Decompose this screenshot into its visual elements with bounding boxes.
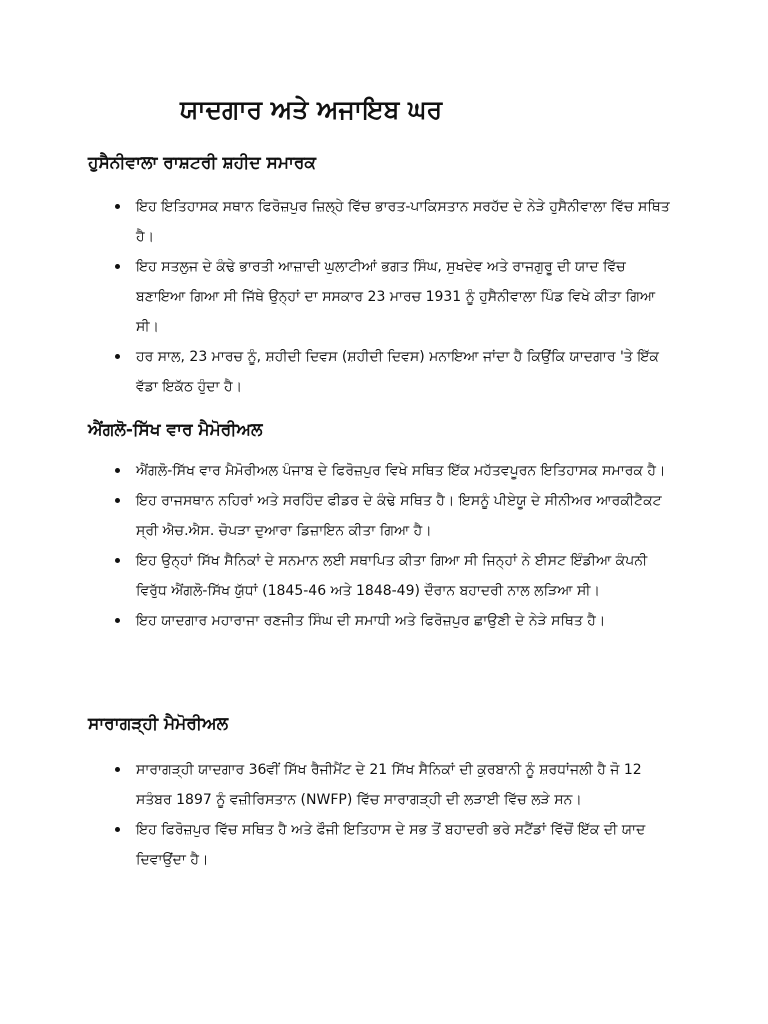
section-heading-saragarhi: ਸਾਰਾਗੜ੍ਹੀ ਮੈਮੋਰੀਅਲ — [88, 714, 229, 734]
list-item-text: ਇਹ ਸਤਲੁਜ ਦੇ ਕੰਢੇ ਭਾਰਤੀ ਆਜ਼ਾਦੀ ਘੁਲਾਟੀਆਂ ਭਗਤ ਸਿੰਘ, ਸੁਖਦੇਵ ਅਤੇ ਰਾਜਗੁਰੂ ਦੀ ਯਾਦ ਵਿੱਚ ਬਣਾਇਆ ਗਿਆ ਸੀ ਜਿੱਥੇ ਉਨ੍ਹਾਂ ਦਾ ਸਸਕਾਰ 23 ਮਾਰਚ 1931 ਨੂੰ ਹੁਸੈਨੀਵਾਲਾ ਪਿੰਡ ਵਿਖੇ ਕੀਤਾ ਗਿਆ ਸੀ। — [136, 259, 656, 335]
list-item — [115, 252, 675, 342]
bullet-list-anglo-sikh — [115, 456, 675, 636]
section-heading-anglo-sikh: ਐਂਗਲੋ-ਸਿੱਖ ਵਾਰ ਮੈਮੋਰੀਅਲ — [88, 420, 263, 440]
bullet-icon — [115, 468, 120, 473]
list-item — [115, 606, 675, 636]
list-item-text: ਇਹ ਉਨ੍ਹਾਂ ਸਿੱਖ ਸੈਨਿਕਾਂ ਦੇ ਸਨਮਾਨ ਲਈ ਸਥਾਪਿਤ ਕੀਤਾ ਗਿਆ ਸੀ ਜਿਨ੍ਹਾਂ ਨੇ ਈਸਟ ਇੰਡੀਆ ਕੰਪਨੀ ਵਿਰੁੱਧ ਐਂਗਲੋ-ਸਿੱਖ ਯੁੱਧਾਂ (1845-46 ਅਤੇ 1848-49) ਦੌਰਾਨ ਬਹਾਦਰੀ ਨਾਲ ਲੜਿਆ ਸੀ। — [136, 553, 648, 599]
list-item-text: ਐਂਗਲੋ-ਸਿੱਖ ਵਾਰ ਮੈਮੋਰੀਅਲ ਪੰਜਾਬ ਦੇ ਫਿਰੋਜ਼ਪੁਰ ਵਿਖੇ ਸਥਿਤ ਇੱਕ ਮਹੱਤਵਪੂਰਨ ਇਤਿਹਾਸਕ ਸਮਾਰਕ ਹੈ। — [136, 463, 666, 479]
list-item — [115, 486, 675, 546]
bullet-icon — [115, 264, 120, 269]
bullet-icon — [115, 204, 120, 209]
bullet-icon — [115, 767, 120, 772]
bullet-icon — [115, 558, 120, 563]
list-item-text: ਇਹ ਇਤਿਹਾਸਕ ਸਥਾਨ ਫਿਰੋਜ਼ਪੁਰ ਜ਼ਿਲ੍ਹੇ ਵਿੱਚ ਭਾਰਤ-ਪਾਕਿਸਤਾਨ ਸਰਹੱਦ ਦੇ ਨੇੜੇ ਹੁਸੈਨੀਵਾਲਾ ਵਿੱਚ ਸਥਿਤ ਹੈ। — [136, 199, 670, 245]
list-item — [115, 755, 675, 815]
list-item-text: ਸਾਰਾਗੜ੍ਹੀ ਯਾਦਗਾਰ 36ਵੀਂ ਸਿੱਖ ਰੈਜੀਮੈਂਟ ਦੇ 21 ਸਿੱਖ ਸੈਨਿਕਾਂ ਦੀ ਕੁਰਬਾਨੀ ਨੂੰ ਸ਼ਰਧਾਂਜਲੀ ਹੈ ਜੋ 12 ਸਤੰਬਰ 1897 ਨੂੰ ਵਜ਼ੀਰਿਸਤਾਨ (NWFP) ਵਿੱਚ ਸਾਰਾਗੜ੍ਹੀ ਦੀ ਲੜਾਈ ਵਿੱਚ ਲੜੇ ਸਨ। — [136, 762, 642, 808]
list-item-text: ਇਹ ਫਿਰੋਜ਼ਪੁਰ ਵਿੱਚ ਸਥਿਤ ਹੈ ਅਤੇ ਫੌਜੀ ਇਤਿਹਾਸ ਦੇ ਸਭ ਤੋਂ ਬਹਾਦਰੀ ਭਰੇ ਸਟੈਂਡਾਂ ਵਿੱਚੋਂ ਇੱਕ ਦੀ ਯਾਦ ਦਿਵਾਉਂਦਾ ਹੈ। — [136, 822, 646, 868]
bullet-icon — [115, 618, 120, 623]
list-item-text: ਇਹ ਯਾਦਗਾਰ ਮਹਾਰਾਜਾ ਰਣਜੀਤ ਸਿੰਘ ਦੀ ਸਮਾਧੀ ਅਤੇ ਫਿਰੋਜ਼ਪੁਰ ਛਾਉਣੀ ਦੇ ਨੇੜੇ ਸਥਿਤ ਹੈ। — [136, 613, 606, 629]
list-item — [115, 546, 675, 606]
bullet-icon — [115, 354, 120, 359]
list-item-text: ਇਹ ਰਾਜਸਥਾਨ ਨਹਿਰਾਂ ਅਤੇ ਸਰਹਿੰਦ ਫੀਡਰ ਦੇ ਕੰਢੇ ਸਥਿਤ ਹੈ। ਇਸਨੂੰ ਪੀਏਯੂ ਦੇ ਸੀਨੀਅਰ ਆਰਕੀਟੈਕਟ ਸ੍ਰੀ ਐਚ.ਐਸ. ਚੋਪੜਾ ਦੁਆਰਾ ਡਿਜ਼ਾਇਨ ਕੀਤਾ ਗਿਆ ਹੈ। — [136, 493, 662, 539]
bullet-icon — [115, 827, 120, 832]
bullet-list-hussainiwala — [115, 192, 675, 402]
list-item — [115, 342, 675, 402]
bullet-icon — [115, 498, 120, 503]
section-heading-hussainiwala: ਹੁਸੈਨੀਵਾਲਾ ਰਾਸ਼ਟਰੀ ਸ਼ਹੀਦ ਸਮਾਰਕ — [88, 153, 317, 173]
list-item — [115, 815, 675, 875]
list-item-text: ਹਰ ਸਾਲ, 23 ਮਾਰਚ ਨੂੰ, ਸ਼ਹੀਦੀ ਦਿਵਸ (ਸ਼ਹੀਦੀ ਦਿਵਸ) ਮਨਾਇਆ ਜਾਂਦਾ ਹੈ ਕਿਉਂਕਿ ਯਾਦਗਾਰ 'ਤੇ ਇੱਕ ਵੱਡਾ ਇਕੱਠ ਹੁੰਦਾ ਹੈ। — [136, 349, 659, 395]
list-item — [115, 456, 675, 486]
bullet-list-saragarhi — [115, 755, 675, 875]
list-item — [115, 192, 675, 252]
document-title: ਯਾਦਗਾਰ ਅਤੇ ਅਜਾਇਬ ਘਰ — [180, 95, 443, 124]
